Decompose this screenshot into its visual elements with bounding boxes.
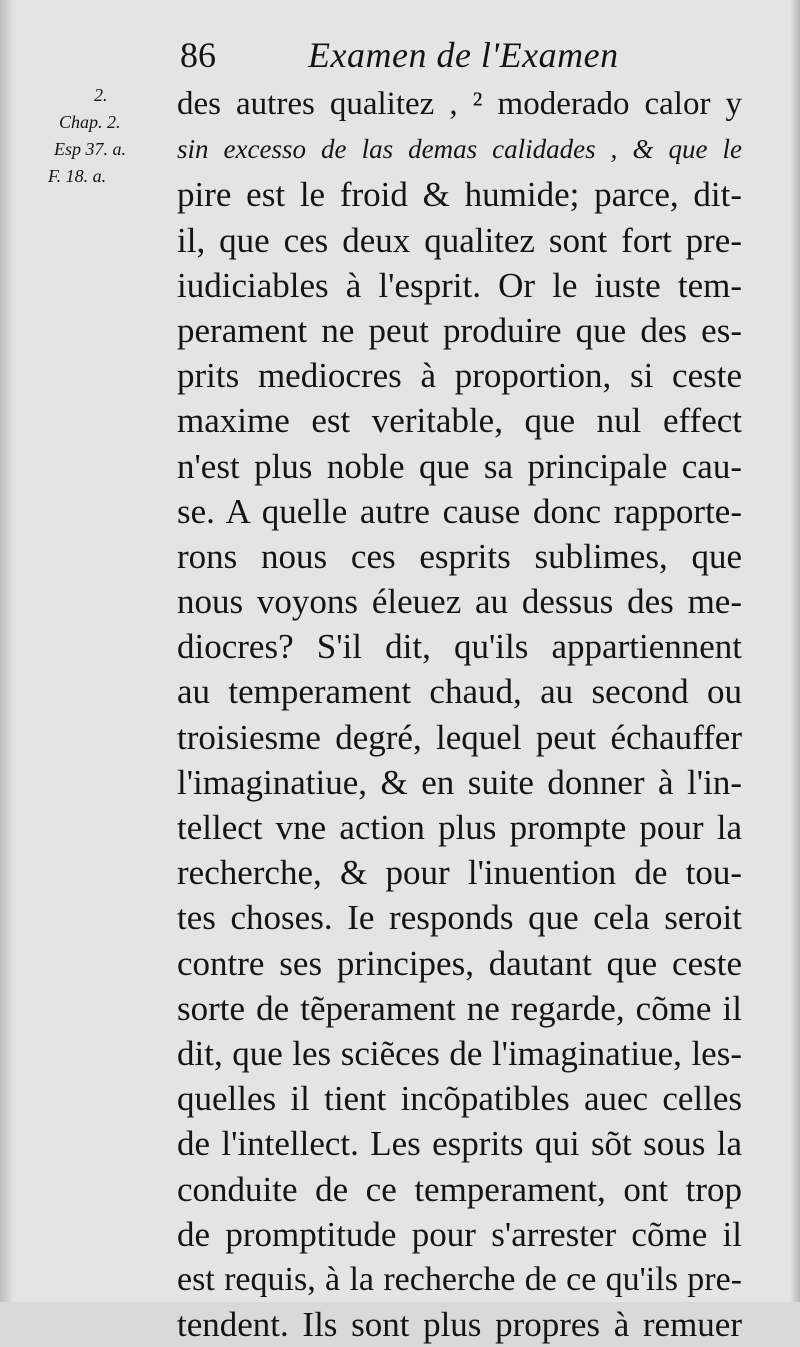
margin-note: Esp 37. a. [54, 139, 126, 159]
text-line: tes choses. Ie responds que cela seroit [177, 898, 742, 938]
margin-notes [44, 82, 184, 190]
text-line: iudiciables à l'esprit. Or le iuste tem- [177, 265, 742, 305]
running-title: Examen de l'Examen [308, 35, 619, 75]
margin-note: Chap. 2. [59, 112, 121, 132]
text-line: n'est plus noble que sa principale cau- [177, 446, 742, 486]
running-header [180, 30, 700, 80]
margin-note: F. 18. a. [48, 166, 107, 186]
text-line: perament ne peut produire que des es- [177, 310, 742, 350]
page-number: 86 [180, 35, 216, 75]
text-line: des autres qualitez , ² moderado calor y [177, 86, 742, 122]
page-edge-shadow [790, 0, 800, 1302]
text-line: pire est le froid & humide; parce, dit- [177, 175, 742, 215]
text-line: prits mediocres à proportion, si ceste [177, 356, 742, 396]
text-line: troisiesme degré, lequel peut échauffer [177, 717, 742, 757]
text-line: de l'intellect. Les esprits qui sõt sous la [177, 1124, 742, 1164]
text-line: au temperament chaud, au second ou [177, 672, 742, 712]
text-line: dit, que les sciẽces de l'imaginatiue, les- [177, 1033, 742, 1073]
text-line: l'imaginatiue, & en suite donner à l'in- [177, 762, 742, 802]
text-line: tendent. Ils sont plus propres à remuer [177, 1305, 742, 1345]
text-line: de promptitude pour s'arrester cõme il [177, 1214, 742, 1254]
text-line: sin excesso de las demas calidades , & que le [177, 134, 742, 165]
text-line: maxime est veritable, que nul effect [177, 401, 742, 441]
text-line: conduite de ce temperament, ont trop [177, 1169, 742, 1209]
text-line: il, que ces deux qualitez sont fort pre- [177, 220, 742, 260]
text-line: est requis, à la recherche de ce qu'ils pre- [177, 1260, 742, 1298]
margin-note: 2. [94, 85, 108, 105]
text-line: se. A quelle autre cause donc rapporte- [177, 491, 742, 531]
text-line: tellect vne action plus prompte pour la [177, 808, 742, 847]
text-line: quelles il tient incõpatibles auec celles [177, 1079, 742, 1119]
text-line: diocres? S'il dit, qu'ils appartiennent [177, 627, 742, 667]
text-line: nous voyons éleuez au dessus des me- [177, 582, 742, 622]
binding-shadow [0, 0, 14, 1302]
text-line: contre ses principes, dautant que ceste [177, 943, 742, 983]
body-text [177, 82, 742, 1347]
text-line: rons nous ces esprits sublimes, que [177, 536, 742, 576]
text-line: recherche, & pour l'inuention de tou- [177, 853, 742, 893]
text-line: sorte de tẽperament ne regarde, cõme il [177, 988, 742, 1028]
